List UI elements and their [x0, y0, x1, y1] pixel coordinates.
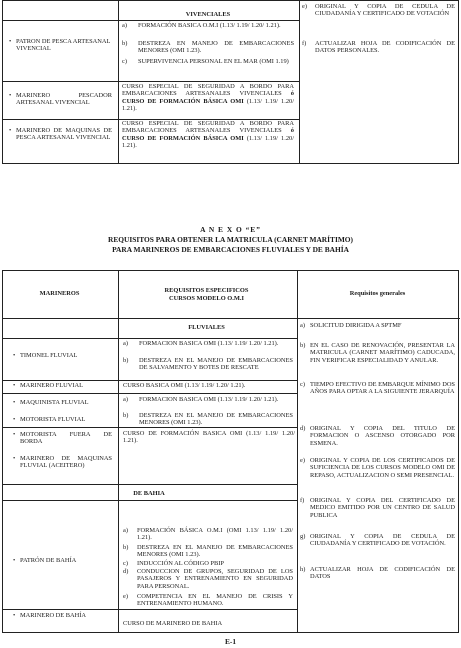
general-text: SOLICITUD DIRIGIDA A SPTMF: [310, 322, 402, 329]
page-number: E-1: [224, 637, 237, 646]
annex-subtitle-1: REQUISITOS PARA OBTENER LA MATRICULA (CARNET MARÍTIMO): [107, 235, 354, 244]
section-title-bahia: DE BAHIA: [133, 490, 165, 497]
general-text: ORIGINAL Y COPIA DE CEDULA DE CIUDADANÍA Y CERTIFICADO DE VOTACIÓN: [315, 3, 455, 18]
general-letter: a): [300, 322, 305, 329]
item-text: INDUCCIÓN AL CÓDIGO PBIP: [137, 560, 224, 567]
item-text: DESTREZA EN EL MANEJO DE EMBARCACIONES MENORES (OMI 1.23).: [139, 412, 293, 427]
general-letter: c): [300, 381, 305, 388]
course-text-plain: CURSO ESPECIAL DE SEGURIDAD A BORDO PARA EMBARCACIONES ARTESANALES VIVENCIALES: [122, 83, 294, 98]
course-text-bold: ó CURSO DE FORMACIÓN BÁSICA OMI: [122, 90, 294, 105]
header-cursos-modelo: CURSOS MODELO O.M.I: [169, 295, 244, 302]
item-text: DESTREZA EN MANEJO DE EMBARCACIONES MENORES (OMI 1.23).: [138, 40, 294, 55]
item-letter: c): [122, 58, 127, 65]
item-text: CONDUCCION DE GRUPOS, SEGURIDAD DE LOS PASAJEROS Y ENTRENAMIENTO EN SEGURIDAD PARA PERSONAL.: [137, 568, 293, 590]
item-letter: a): [122, 22, 127, 29]
item-text: FORMACIÓN BASICA O.M.I (1.13/ 1.19/ 1.20/ 1.21).: [138, 22, 281, 29]
item-letter: a): [123, 527, 128, 534]
item-text: FORMACION BASICA OMI (1.13/ 1.19/ 1.20/ 1.21).: [139, 396, 279, 403]
item-letter: b): [122, 40, 128, 47]
general-text: ORIGINAL Y COPIA DEL TITULO DE FORMACION O ASCENSO OTORGADO POR ESMENA.: [310, 425, 455, 447]
item-letter: b): [123, 357, 129, 364]
item-text: SUPERVIVENCIA PERSONAL EN EL MAR (OMI 1.19): [138, 58, 289, 65]
sailor-marinero-fluvial: • MARINERO FLUVIAL: [20, 382, 112, 389]
sailor-marinero-maquinas-vivencial: • MARINERO DE MAQUINAS DE PESCA ARTESANAL VIVENCIAL: [16, 127, 112, 142]
course-text-bold: ó CURSO DE FORMACIÓN BÁSICA OMI: [122, 127, 294, 142]
general-letter: b): [300, 342, 306, 349]
general-letter: d): [300, 425, 306, 432]
sailor-patron-pesca-vivencial: • PATRON DE PESCA ARTESANAL VIVENCIAL: [16, 38, 112, 53]
course-text-tail: (1.13/ 1.19/ 1.20/ 1.21).: [122, 97, 294, 112]
general-text: ORIGINAL Y COPIA DE LOS CERTIFICADOS DE SUFICIENCIA DE LOS CURSOS MODELO OMI DE REPASO, ACTUALIZACION O SEMI PRESENCIAL.: [310, 457, 455, 479]
item-letter: e): [123, 593, 128, 600]
item-text: FORMACION BASICA OMI (1.13/ 1.19/ 1.20/ 1.21).: [139, 340, 279, 347]
general-text: EN EL CASO DE RENOVACIÓN, PRESENTAR LA MATRICULA (CARNET MARÍTIMO) CADUCADA, FIN VERIFICAR ESPECIALIDAD Y ANULAR.: [310, 342, 455, 364]
sailor-motorista-fuera-de-borda: • MOTORISTA FUERA DE BORDA: [20, 431, 112, 446]
item-letter: d): [123, 568, 129, 575]
sailor-motorista-fluvial: • MOTORISTA FLUVIAL: [20, 416, 112, 423]
course-text-tail: (1.13/ 1.19/ 1.20/ 1.21).: [122, 134, 294, 149]
course-text: [122, 120, 294, 149]
section-title-fluviales: FLUVIALES: [188, 324, 225, 331]
item-text: DESTREZA EN EL MANEJO DE EMBARCACIONES DE SALVAMENTO Y BOTES DE RESCATE: [139, 357, 293, 372]
item-letter: a): [123, 340, 128, 347]
sailor-marinero-bahia: • MARINERO DE BAHÍA: [20, 612, 112, 619]
general-letter: h): [300, 566, 306, 573]
sailor-maquinista-fluvial: • MAQUINISTA FLUVIAL: [20, 399, 112, 406]
general-letter: e): [302, 3, 307, 10]
header-requisitos-especificos: REQUISITOS ESPECIFICOS: [164, 287, 249, 294]
sailor-marinero-maquinas-fluvial: • MARINERO DE MAQUINAS FLUVIAL (ACEITERO): [20, 455, 112, 470]
item-letter: b): [123, 544, 129, 551]
general-letter: e): [300, 457, 305, 464]
course-text: CURSO DE MARINERO DE BAHIA: [123, 620, 223, 627]
item-text: DESTREZA EN EL MANEJO DE EMBARCACIONES MENORES (OMI 1.23).: [137, 544, 293, 559]
item-letter: a): [123, 396, 128, 403]
item-text: COMPETENCIA EN EL MANEJO DE CRISIS Y ENTRENAMIENTO HUMANO.: [137, 593, 293, 608]
general-text: TIEMPO EFECTIVO DE EMBARQUE MÍNIMO DOS AÑOS PARA OPTAR A LA SIGUIENTE JERARQUÍA: [310, 381, 455, 396]
general-text: ORIGINAL Y COPIA DEL CERTIFICADO DE MEDICO EMITIDO POR UN CENTRO DE SALUD PUBLICA: [310, 497, 455, 519]
header-requisitos-generales: Requisitos generales: [349, 290, 406, 297]
item-letter: c): [123, 560, 128, 567]
general-text: ORIGINAL Y COPIA DE CEDULA DE CIUDADANÍA Y CERTIFICADO DE VOTACIÓN.: [310, 533, 455, 548]
course-text: CURSO BASICA OMI (1.13/ 1.19/ 1.20/ 1.21).: [123, 382, 246, 389]
general-text: ACTUALIZAR HOJA DE CODIFICACIÓN DE DATOS: [310, 566, 455, 581]
sailor-marinero-pescador-vivencial: • MARINERO PESCADOR ARTESANAL VIVENCIAL: [16, 92, 112, 107]
general-letter: g): [300, 533, 306, 540]
sailor-timonel-fluvial: • TIMONEL FLUVIAL: [20, 352, 112, 359]
item-letter: b): [123, 412, 129, 419]
general-letter: f): [300, 497, 305, 504]
annex-subtitle-2: PARA MARINEROS DE EMBARCACIONES FLUVIALES Y DE BAHÍA: [112, 245, 349, 254]
sailor-patron-bahia: • PATRÓN DE BAHÍA: [20, 557, 112, 564]
general-letter: f): [302, 40, 307, 47]
course-text: CURSO DE FORMACIÓN BASICA OMI (1.13/ 1.19/ 1.20/ 1.21).: [123, 430, 295, 445]
item-text: FORMACIÓN BÁSICA O.M.I (OMI 1.13/ 1.19/ 1.20/ 1.21).: [137, 527, 293, 542]
course-text: [122, 83, 294, 112]
annex-title: A N E X O “E”: [200, 225, 261, 234]
course-text-plain: CURSO ESPECIAL DE SEGURIDAD A BORDO PARA EMBARCACIONES ARTESANALES VIVENCIALES: [122, 120, 294, 135]
section-title-vivenciales: VIVENCIALES: [185, 11, 231, 18]
general-text: ACTUALIZAR HOJA DE CODIFICACIÓN DE DATOS PERSONALES.: [315, 40, 455, 55]
header-marineros: MARINEROS: [39, 290, 80, 297]
